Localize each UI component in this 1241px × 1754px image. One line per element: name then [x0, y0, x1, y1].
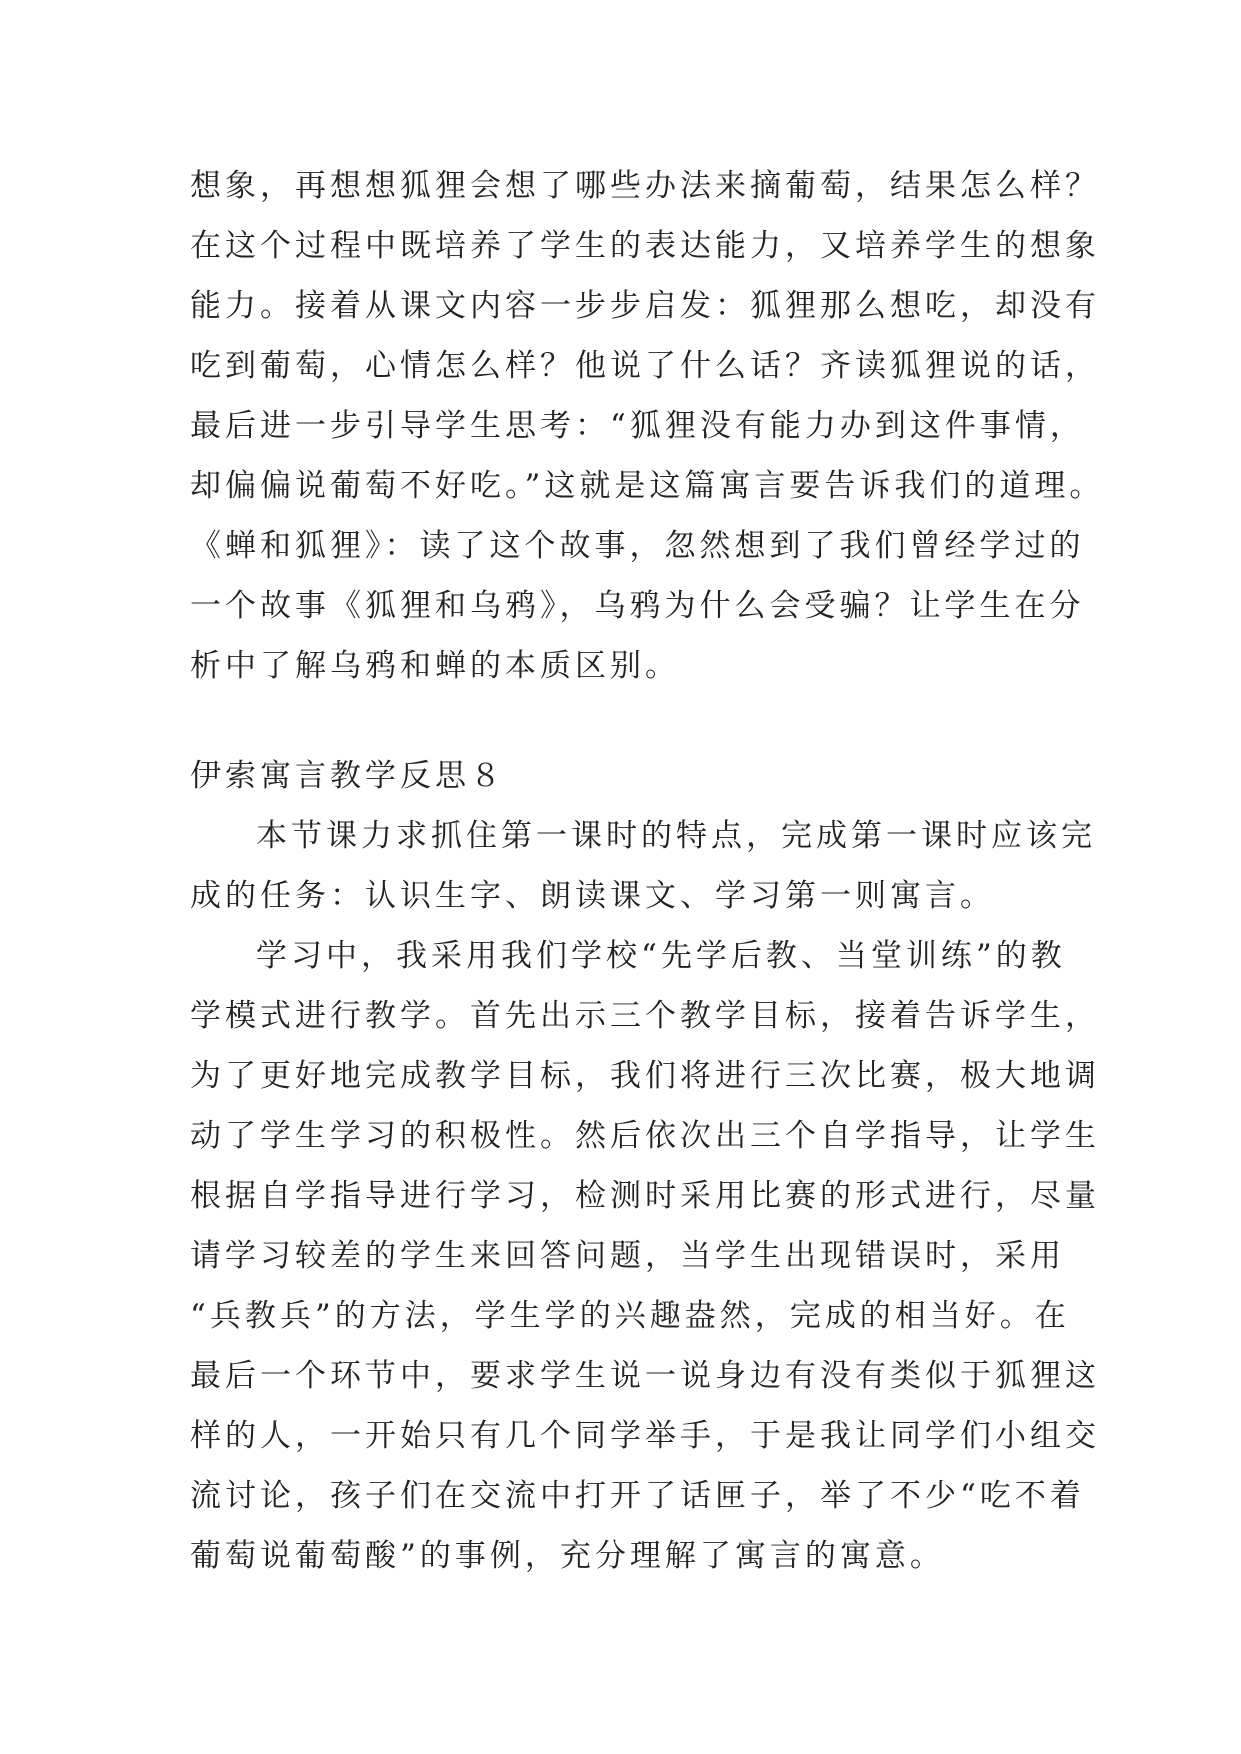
text-line: “兵教兵”的方法，学生学的兴趣盎然，完成的相当好。在 [190, 1298, 1070, 1334]
text-line: 本节课力求抓住第一课时的特点，完成第一课时应该完 [256, 818, 1096, 854]
text-line: 动了学生学习的积极性。然后依次出三个自学指导，让学生 [190, 1118, 1100, 1154]
text-line: 葡萄说葡萄酸”的事例，充分理解了寓言的寓意。 [190, 1538, 945, 1574]
text-line: 为了更好地完成教学目标，我们将进行三次比赛，极大地调 [190, 1058, 1100, 1094]
text-line: 流讨论，孩子们在交流中打开了话匣子，举了不少“吃不着 [190, 1478, 1085, 1514]
text-line: 成的任务：认识生字、朗读课文、学习第一则寓言。 [190, 878, 995, 914]
text-line: 最后进一步引导学生思考：“狐狸没有能力办到这件事情， [190, 408, 1085, 444]
text-line: 请学习较差的学生来回答问题，当学生出现错误时，采用 [190, 1238, 1065, 1274]
text-line: 学模式进行教学。首先出示三个教学目标，接着告诉学生， [190, 998, 1100, 1034]
text-line: 一个故事《狐狸和乌鸦》，乌鸦为什么会受骗？让学生在分 [190, 588, 1085, 624]
text-line: 吃到葡萄，心情怎么样？他说了什么话？齐读狐狸说的话， [190, 348, 1100, 384]
text-line: 根据自学指导进行学习，检测时采用比赛的形式进行，尽量 [190, 1178, 1100, 1214]
text-line: 样的人，一开始只有几个同学举手，于是我让同学们小组交 [190, 1418, 1100, 1454]
text-line: 却偏偏说葡萄不好吃。”这就是这篇寓言要告诉我们的道理。 [190, 468, 1105, 504]
text-line: 学习中，我采用我们学校“先学后教、当堂训练”的教 [256, 938, 1066, 974]
text-line: 析中了解乌鸦和蝉的本质区别。 [190, 648, 680, 684]
text-line: 想象，再想想狐狸会想了哪些办法来摘葡萄，结果怎么样？ [190, 168, 1100, 204]
text-line: 在这个过程中既培养了学生的表达能力，又培养学生的想象 [190, 228, 1100, 264]
text-line: 《蝉和狐狸》：读了这个故事，忽然想到了我们曾经学过的 [190, 528, 1085, 564]
section-heading: 伊索寓言教学反思８ [190, 758, 505, 794]
text-line: 最后一个环节中，要求学生说一说身边有没有类似于狐狸这 [190, 1358, 1100, 1394]
text-line: 能力。接着从课文内容一步步启发：狐狸那么想吃，却没有 [190, 288, 1100, 324]
